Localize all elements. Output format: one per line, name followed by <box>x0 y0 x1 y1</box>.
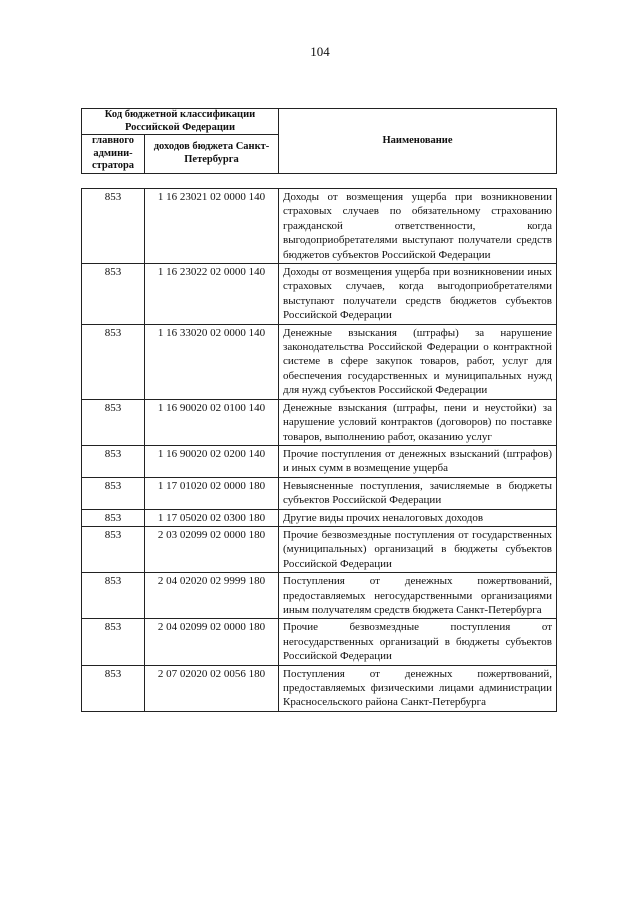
income-code-cell: 1 16 90020 02 0200 140 <box>145 445 279 477</box>
admin-code-cell: 853 <box>82 619 145 665</box>
header-budget-income: доходов бюджета Санкт-Петербурга <box>145 135 279 174</box>
income-code-cell: 1 17 05020 02 0300 180 <box>145 509 279 526</box>
income-name-cell: Денежные взыскания (штрафы) за нарушение законодательства Российской Федерации о контрактной системе в сфере закупок товаров, работ, услуг для обеспечения государственных и муниципальных нужд для нужд субъектов Российской Федерации <box>279 324 557 399</box>
income-code-cell: 2 03 02099 02 0000 180 <box>145 526 279 572</box>
table-row <box>82 509 557 526</box>
admin-code-cell: 853 <box>82 264 145 325</box>
income-name-cell: Поступления от денежных пожертвований, предоставляемых физическими лицами администрации Красносельского района Санкт-Петербурга <box>279 665 557 711</box>
income-name-cell: Поступления от денежных пожертвований, предоставляемых негосударственными организациями иным получателям средств бюджета Санкт-Петербурга <box>279 573 557 619</box>
income-code-cell: 1 16 23022 02 0000 140 <box>145 264 279 325</box>
table-row <box>82 526 557 572</box>
income-code-cell: 2 04 02099 02 0000 180 <box>145 619 279 665</box>
income-code-cell: 1 17 01020 02 0000 180 <box>145 477 279 509</box>
admin-code-cell: 853 <box>82 189 145 264</box>
table-row <box>82 264 557 325</box>
income-code-cell: 2 04 02020 02 9999 180 <box>145 573 279 619</box>
income-name-cell: Прочие безвозмездные поступления от государственных (муниципальных) организаций в бюджеты субъектов Российской Федерации <box>279 526 557 572</box>
table-row <box>82 399 557 445</box>
income-name-cell: Другие виды прочих неналоговых доходов <box>279 509 557 526</box>
income-name-cell: Денежные взыскания (штрафы, пени и неустойки) за нарушение условий контрактов (договоров) по поставке товаров, выполнению работ, оказанию услуг <box>279 399 557 445</box>
table-row <box>82 665 557 711</box>
admin-code-cell: 853 <box>82 526 145 572</box>
income-name-cell: Доходы от возмещения ущерба при возникновении иных страховых случаев, когда выгодоприобретателями выступают получатели средств бюджетов субъектов Российской Федерации <box>279 264 557 325</box>
header-budget-code-group: Код бюджетной классификации Российской Федерации <box>82 109 279 135</box>
income-name-cell: Невыясненные поступления, зачисляемые в бюджеты субъектов Российской Федерации <box>279 477 557 509</box>
budget-codes-table <box>81 188 557 712</box>
admin-code-cell: 853 <box>82 573 145 619</box>
admin-code-cell: 853 <box>82 445 145 477</box>
page-number: 104 <box>310 44 330 59</box>
income-code-cell: 2 07 02020 02 0056 180 <box>145 665 279 711</box>
header-chief-administrator: главного админи-стратора <box>82 135 145 174</box>
income-code-cell: 1 16 90020 02 0100 140 <box>145 399 279 445</box>
table-row <box>82 477 557 509</box>
admin-code-cell: 853 <box>82 509 145 526</box>
header-name: Наименование <box>279 109 557 174</box>
admin-code-cell: 853 <box>82 399 145 445</box>
table-row <box>82 189 557 264</box>
admin-code-cell: 853 <box>82 324 145 399</box>
table-row <box>82 324 557 399</box>
table-row <box>82 619 557 665</box>
admin-code-cell: 853 <box>82 665 145 711</box>
table-row <box>82 573 557 619</box>
table-row <box>82 445 557 477</box>
income-name-cell: Прочие поступления от денежных взысканий (штрафов) и иных сумм в возмещение ущерба <box>279 445 557 477</box>
admin-code-cell: 853 <box>82 477 145 509</box>
income-name-cell: Доходы от возмещения ущерба при возникновении страховых случаев по обязательному страхованию гражданской ответственности, когда выгодоприобретателями выступают получатели средств бюджетов субъектов Российской Федерации <box>279 189 557 264</box>
income-code-cell: 1 16 33020 02 0000 140 <box>145 324 279 399</box>
income-name-cell: Прочие безвозмездные поступления от негосударственных организаций в бюджеты субъектов Российской Федерации <box>279 619 557 665</box>
income-code-cell: 1 16 23021 02 0000 140 <box>145 189 279 264</box>
table-header <box>81 108 557 174</box>
